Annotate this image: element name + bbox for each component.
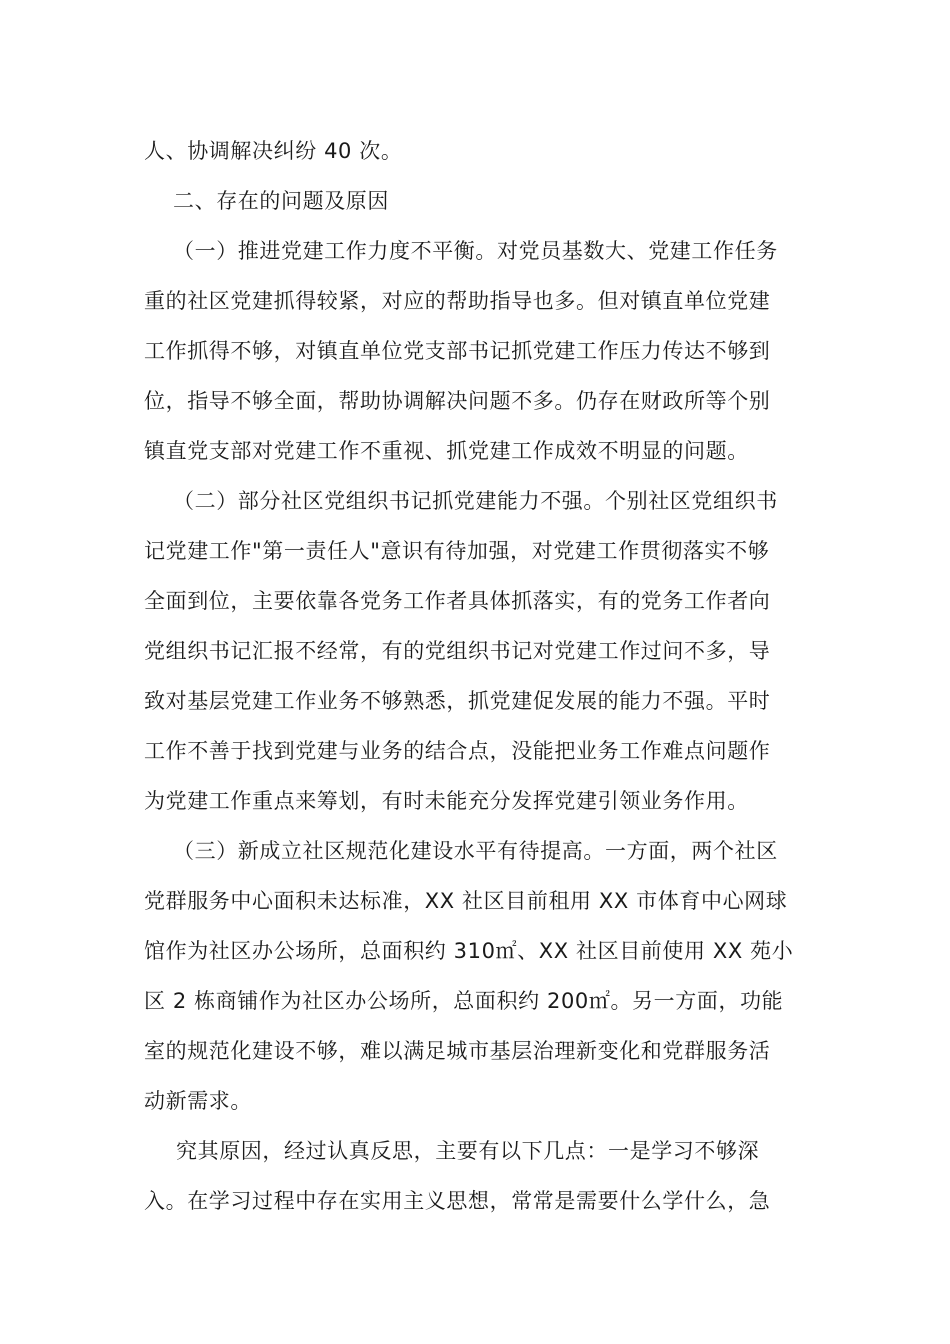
text-line: 重的社区党建抓得较紧，对应的帮助指导也多。但对镇直单位党建 [144, 289, 771, 313]
text-line: （一）推进党建工作力度不平衡。对党员基数大、党建工作任务 [173, 239, 778, 263]
text-line: 室的规范化建设不够，难以满足城市基层治理新变化和党群服务活 [144, 1039, 771, 1063]
text-line: 位，指导不够全面，帮助协调解决问题不多。仍存在财政所等个别 [144, 389, 771, 413]
text-line: 工作不善于找到党建与业务的结合点，没能把业务工作难点问题作 [144, 739, 771, 763]
section-heading: 二、存在的问题及原因 [173, 189, 389, 213]
text-line: 为党建工作重点来筹划，有时未能充分发挥党建引领业务作用。 [144, 789, 749, 813]
text-line: 党群服务中心面积未达标准，XX 社区目前租用 XX 市体育中心网球 [144, 889, 788, 913]
text-line: （二）部分社区党组织书记抓党建能力不强。个别社区党组织书 [173, 489, 778, 513]
text-line: （三）新成立社区规范化建设水平有待提高。一方面，两个社区 [173, 839, 778, 863]
text-line: 全面到位，主要依靠各党务工作者具体抓落实，有的党务工作者向 [144, 589, 771, 613]
text-line: 动新需求。 [144, 1089, 252, 1113]
text-line: 究其原因，经过认真反思，主要有以下几点：一是学习不够深 [176, 1139, 760, 1163]
text-line: 致对基层党建工作业务不够熟悉，抓党建促发展的能力不强。平时 [144, 689, 771, 713]
text-line: 记党建工作"第一责任人"意识有待加强，对党建工作贯彻落实不够 [144, 539, 770, 563]
text-line: 馆作为社区办公场所，总面积约 310㎡、XX 社区目前使用 XX 苑小 [144, 939, 794, 963]
text-line: 工作抓得不够，对镇直单位党支部书记抓党建工作压力传达不够到 [144, 339, 771, 363]
text-line: 区 2 栋商铺作为社区办公场所，总面积约 200㎡。另一方面，功能 [144, 989, 784, 1013]
text-line: 入。在学习过程中存在实用主义思想，常常是需要什么学什么，急 [144, 1189, 771, 1213]
text-line: 党组织书记汇报不经常，有的党组织书记对党建工作过问不多，导 [144, 639, 771, 663]
text-line: 镇直党支部对党建工作不重视、抓党建工作成效不明显的问题。 [144, 439, 749, 463]
text-line: 人、协调解决纠纷 40 次。 [144, 139, 403, 163]
